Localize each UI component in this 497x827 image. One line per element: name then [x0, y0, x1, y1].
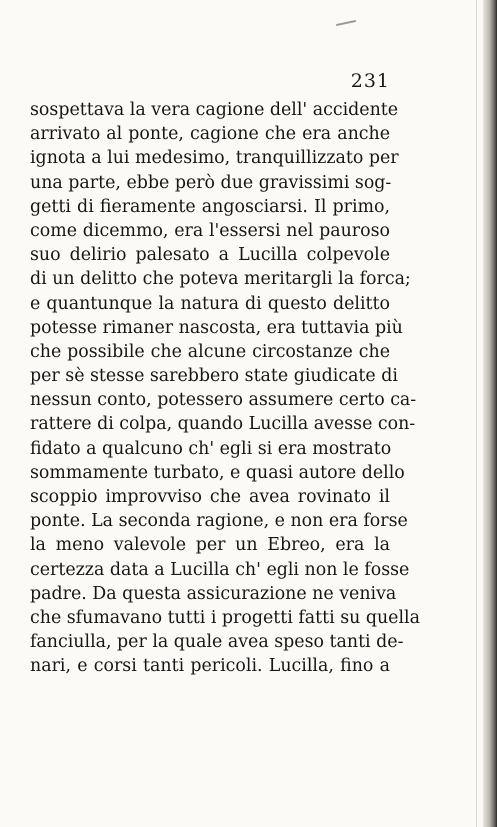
- binding-shadow: [483, 0, 497, 827]
- text-line: padre. Da questa assicurazione ne veniva: [30, 583, 397, 604]
- text-line: certezza data a Lucilla ch' egli non le fosse: [30, 559, 410, 580]
- text-line: e quantunque la natura di questo delitto: [30, 293, 390, 314]
- text-line: come dicemmo, era l'essersi nel pauroso: [30, 220, 390, 241]
- text-line: fidato a qualcuno ch' egli si era mostrato: [30, 438, 392, 459]
- text-line: una parte, ebbe però due gravissimi sog-: [30, 172, 392, 193]
- text-line: di un delitto che poteva meritargli la forca;: [30, 269, 411, 290]
- text-line: getti di fieramente angosciarsi. Il primo,: [30, 196, 390, 217]
- text-line: nessun conto, potessero assumere certo ca-: [30, 390, 417, 411]
- ink-mark: [336, 20, 356, 26]
- text-line: che sfumavano tutti i progetti fatti su quella: [30, 607, 420, 628]
- text-line: arrivato al ponte, cagione che era anche: [30, 124, 390, 145]
- text-line: per sè stesse sarebbero state giudicate di: [30, 366, 398, 387]
- text-line: potesse rimaner nascosta, era tuttavia più: [30, 317, 403, 338]
- text-line: sommamente turbato, e quasi autore dello: [30, 462, 405, 483]
- text-line: fanciulla, per la quale avea speso tanti de-: [30, 632, 404, 653]
- body-text: [30, 98, 420, 679]
- text-line: che possibile che alcune circostanze che: [30, 341, 390, 362]
- text-line: nari, e corsi tanti pericoli. Lucilla, fino a: [30, 656, 390, 677]
- text-line: ponte. La seconda ragione, e non era forse: [30, 511, 408, 532]
- text-line: sospettava la vera cagione dell' accidente: [30, 100, 399, 120]
- page-fold-line: [476, 0, 477, 827]
- text-line: scoppio improvviso che avea rovinato il: [30, 487, 390, 507]
- page-number: 231: [350, 70, 390, 92]
- text-line: ignota a lui medesimo, tranquillizzato per: [30, 148, 399, 169]
- text-line: rattere di colpa, quando Lucilla avesse con-: [30, 414, 416, 435]
- text-line: suo delirio palesato a Lucilla colpevole: [30, 245, 390, 266]
- text-line: la meno valevole per un Ebreo, era la: [30, 535, 390, 556]
